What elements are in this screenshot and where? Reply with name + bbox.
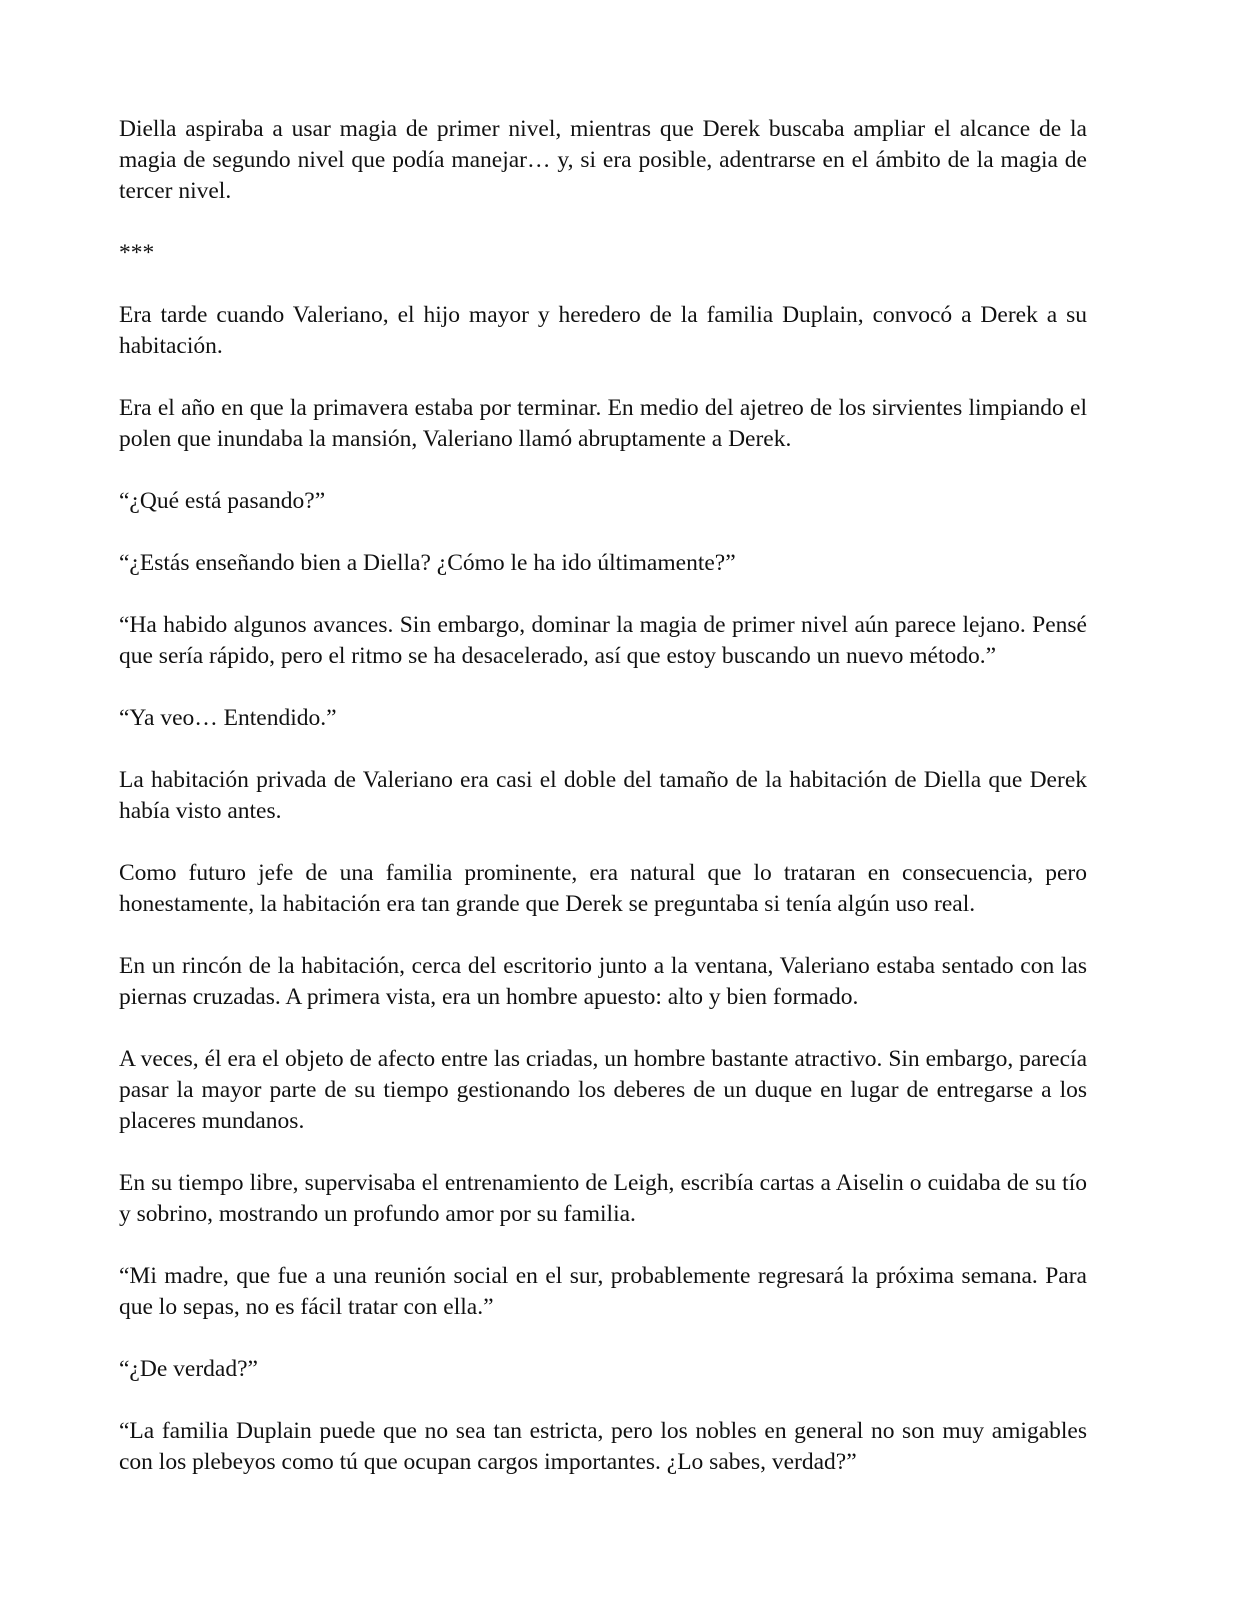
dialogue-line: “La familia Duplain puede que no sea tan estricta, pero los nobles en general no son muy amigables con los plebeyos como tú que ocupan cargos importantes. ¿Lo sabes, verdad?” xyxy=(119,1418,1087,1475)
paragraph: Como futuro jefe de una familia prominente, era natural que lo trataran en consecuencia, pero honestamente, la habitación era tan grande que Derek se preguntaba si tenía algún uso real. xyxy=(119,860,1087,917)
scene-break: *** xyxy=(119,240,155,266)
dialogue-line: “Ha habido algunos avances. Sin embargo, dominar la magia de primer nivel aún parece lejano. Pensé que sería rápido, pero el ritmo se ha desacelerado, así que estoy buscando un nuevo método.” xyxy=(119,612,1087,669)
dialogue-line: “Ya veo… Entendido.” xyxy=(119,705,337,731)
dialogue-line: “¿Estás enseñando bien a Diella? ¿Cómo le ha ido últimamente?” xyxy=(119,550,736,576)
dialogue-line: “¿Qué está pasando?” xyxy=(119,488,326,514)
dialogue-line: “Mi madre, que fue a una reunión social en el sur, probablemente regresará la próxima semana. Para que lo sepas, no es fácil tratar con ella.” xyxy=(119,1263,1087,1320)
paragraph: Diella aspiraba a usar magia de primer nivel, mientras que Derek buscaba ampliar el alcance de la magia de segundo nivel que podía manejar… y, si era posible, adentrarse en el ámbito de la magia de tercer nivel. xyxy=(119,116,1087,204)
paragraph: A veces, él era el objeto de afecto entre las criadas, un hombre bastante atractivo. Sin embargo, parecía pasar la mayor parte de su tiempo gestionando los deberes de un duque en lugar de entregarse a los placeres mundanos. xyxy=(119,1046,1087,1134)
paragraph: Era tarde cuando Valeriano, el hijo mayor y heredero de la familia Duplain, convocó a Derek a su habitación. xyxy=(119,302,1087,359)
dialogue-line: “¿De verdad?” xyxy=(119,1356,258,1382)
paragraph: En un rincón de la habitación, cerca del escritorio junto a la ventana, Valeriano estaba sentado con las piernas cruzadas. A primera vista, era un hombre apuesto: alto y bien formado. xyxy=(119,953,1087,1010)
paragraph: En su tiempo libre, supervisaba el entrenamiento de Leigh, escribía cartas a Aiselin o cuidaba de su tío y sobrino, mostrando un profundo amor por su familia. xyxy=(119,1170,1087,1227)
paragraph: Era el año en que la primavera estaba por terminar. En medio del ajetreo de los sirvientes limpiando el polen que inundaba la mansión, Valeriano llamó abruptamente a Derek. xyxy=(119,395,1087,452)
document-page xyxy=(119,114,1087,1478)
paragraph: La habitación privada de Valeriano era casi el doble del tamaño de la habitación de Diella que Derek había visto antes. xyxy=(119,767,1087,824)
